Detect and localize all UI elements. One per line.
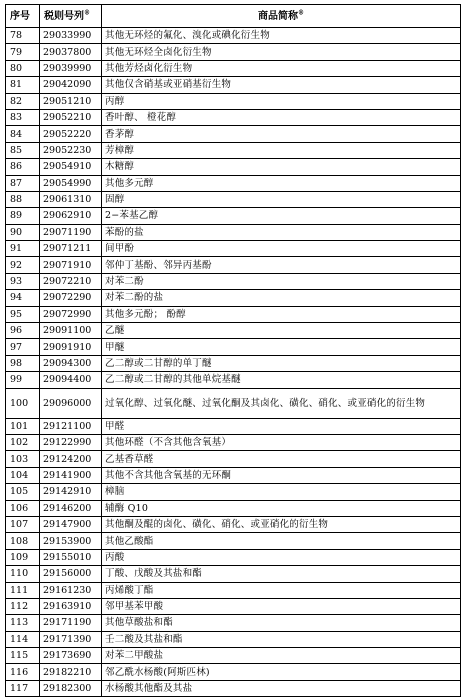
tariff-code-cell: 29054990 [40,175,102,191]
product-name-cell: 乙醚 [102,323,461,339]
tariff-code-cell: 29161230 [40,582,102,598]
tariff-code-cell: 29039990 [40,60,102,76]
product-name-cell: 过氧化醇、过氧化醚、过氧化酮及其卤化、磺化、硝化、或亚硝化的衍生物 [102,388,461,418]
header-product-name [102,5,461,28]
tariff-code-cell: 29051210 [40,93,102,109]
serial-no-cell: 84 [6,126,40,142]
product-name-cell: 壬二酸及其盐和酯 [102,631,461,647]
product-name-cell: 水杨酸其他酯及其盐 [102,680,461,696]
table-row [6,516,461,532]
header-product-name-text: 商品简称 [258,10,298,22]
product-name-cell: 其他芳烃卤化衍生物 [102,60,461,76]
table-row [6,142,461,158]
serial-no-cell: 93 [6,273,40,289]
product-name-cell: 间甲酚 [102,241,461,257]
serial-no-cell: 87 [6,175,40,191]
table-row [6,323,461,339]
tariff-code-cell: 29071910 [40,257,102,273]
product-name-cell: 其他无环烃全卤化衍生物 [102,44,461,60]
product-name-cell: 对苯二酚 [102,273,461,289]
tariff-code-cell: 29072210 [40,273,102,289]
tariff-code-cell: 29061310 [40,191,102,207]
serial-no-cell: 117 [6,680,40,696]
product-name-cell: 丙酸 [102,549,461,565]
product-name-cell: 甲醛 [102,418,461,434]
tariff-code-cell: 29072290 [40,290,102,306]
tariff-code-cell: 29071190 [40,224,102,240]
table-row [6,273,461,289]
table-row [6,500,461,516]
table-row [6,28,461,44]
tariff-code-cell: 29094400 [40,372,102,388]
product-name-cell: 樟脑 [102,484,461,500]
tariff-code-cell: 29171190 [40,615,102,631]
tariff-code-cell: 29037800 [40,44,102,60]
serial-no-cell: 98 [6,355,40,371]
product-name-cell: 2−苯基乙醇 [102,208,461,224]
serial-no-cell: 94 [6,290,40,306]
table-row [6,44,461,60]
serial-no-cell: 83 [6,109,40,125]
table-row [6,533,461,549]
table-row [6,680,461,696]
serial-no-cell: 82 [6,93,40,109]
tariff-table-container [5,4,460,697]
product-name-cell: 邻仲丁基酚、邻异丙基酚 [102,257,461,273]
tariff-code-cell: 29052220 [40,126,102,142]
tariff-code-cell: 29182300 [40,680,102,696]
product-name-cell: 对苯二甲酸盐 [102,648,461,664]
table-row [6,109,461,125]
product-name-cell: 其他多元酚； 酚醇 [102,306,461,322]
table-body [6,28,461,697]
table-row [6,93,461,109]
product-name-cell: 对苯二酚的盐 [102,290,461,306]
product-name-cell: 香叶醇、 橙花醇 [102,109,461,125]
serial-no-cell: 92 [6,257,40,273]
table-row [6,159,461,175]
table-row [6,566,461,582]
header-tariff-code [40,5,102,28]
table-row [6,208,461,224]
tariff-table [5,4,461,697]
tariff-code-cell: 29173690 [40,648,102,664]
table-row [6,126,461,142]
product-name-cell: 邻甲基苯甲酸 [102,598,461,614]
product-name-cell: 辅酶 Q10 [102,500,461,516]
serial-no-cell: 89 [6,208,40,224]
product-name-cell: 乙基香草醛 [102,451,461,467]
table-header [6,5,461,28]
serial-no-cell: 95 [6,306,40,322]
table-row [6,339,461,355]
table-row [6,615,461,631]
footnote-mark: ® [298,9,304,17]
header-serial-no [6,5,40,28]
table-row [6,306,461,322]
serial-no-cell: 116 [6,664,40,680]
serial-no-cell: 111 [6,582,40,598]
serial-no-cell: 78 [6,28,40,44]
product-name-cell: 其他环醛（不含其他含氧基） [102,434,461,450]
product-name-cell: 邻乙酰水杨酸(阿斯匹林) [102,664,461,680]
serial-no-cell: 91 [6,241,40,257]
table-row [6,241,461,257]
product-name-cell: 丙烯酸丁酯 [102,582,461,598]
table-row [6,418,461,434]
table-row [6,77,461,93]
serial-no-cell: 86 [6,159,40,175]
product-name-cell: 其他无环烃的氟化、溴化或碘化衍生物 [102,28,461,44]
table-row [6,388,461,418]
serial-no-cell: 115 [6,648,40,664]
serial-no-cell: 88 [6,191,40,207]
product-name-cell: 苯酚的盐 [102,224,461,240]
serial-no-cell: 104 [6,467,40,483]
serial-no-cell: 110 [6,566,40,582]
product-name-cell: 其他仅含硝基或亚硝基衍生物 [102,77,461,93]
tariff-code-cell: 29042090 [40,77,102,93]
table-row [6,451,461,467]
product-name-cell: 木糖醇 [102,159,461,175]
table-row [6,648,461,664]
tariff-code-cell: 29121100 [40,418,102,434]
product-name-cell: 甲醚 [102,339,461,355]
header-tariff-code-text: 税则号列 [44,10,84,22]
table-row [6,484,461,500]
serial-no-cell: 90 [6,224,40,240]
tariff-code-cell: 29141900 [40,467,102,483]
serial-no-cell: 96 [6,323,40,339]
serial-no-cell: 79 [6,44,40,60]
serial-no-cell: 102 [6,434,40,450]
tariff-code-cell: 29072990 [40,306,102,322]
tariff-code-cell: 29153900 [40,533,102,549]
table-row [6,224,461,240]
footnote-mark: ® [84,9,90,17]
tariff-code-cell: 29091910 [40,339,102,355]
serial-no-cell: 101 [6,418,40,434]
serial-no-cell: 113 [6,615,40,631]
serial-no-cell: 81 [6,77,40,93]
tariff-code-cell: 29054910 [40,159,102,175]
tariff-code-cell: 29171390 [40,631,102,647]
tariff-code-cell: 29124200 [40,451,102,467]
table-row [6,549,461,565]
table-row [6,582,461,598]
product-name-cell: 乙二醇或二甘醇的其他单烷基醚 [102,372,461,388]
serial-no-cell: 114 [6,631,40,647]
serial-no-cell: 100 [6,388,40,418]
product-name-cell: 其他草酸盐和酯 [102,615,461,631]
header-row [6,5,461,28]
table-row [6,598,461,614]
serial-no-cell: 99 [6,372,40,388]
tariff-code-cell: 29062910 [40,208,102,224]
table-row [6,434,461,450]
product-name-cell: 其他乙酸酯 [102,533,461,549]
tariff-code-cell: 29096000 [40,388,102,418]
serial-no-cell: 80 [6,60,40,76]
table-row [6,664,461,680]
tariff-code-cell: 29091100 [40,323,102,339]
table-row [6,191,461,207]
serial-no-cell: 108 [6,533,40,549]
table-row [6,257,461,273]
table-row [6,355,461,371]
tariff-code-cell: 29146200 [40,500,102,516]
product-name-cell: 丁酸、戊酸及其盐和酯 [102,566,461,582]
serial-no-cell: 107 [6,516,40,532]
tariff-code-cell: 29033990 [40,28,102,44]
serial-no-cell: 106 [6,500,40,516]
product-name-cell: 丙醇 [102,93,461,109]
table-row [6,467,461,483]
table-row [6,175,461,191]
table-row [6,372,461,388]
product-name-cell: 香茅醇 [102,126,461,142]
product-name-cell: 芳樟醇 [102,142,461,158]
serial-no-cell: 97 [6,339,40,355]
tariff-code-cell: 29147900 [40,516,102,532]
serial-no-cell: 85 [6,142,40,158]
tariff-code-cell: 29182210 [40,664,102,680]
product-name-cell: 乙二醇或二甘醇的单丁醚 [102,355,461,371]
serial-no-cell: 103 [6,451,40,467]
serial-no-cell: 105 [6,484,40,500]
product-name-cell: 其他酮及醌的卤化、磺化、硝化、或亚硝化的衍生物 [102,516,461,532]
tariff-code-cell: 29052210 [40,109,102,125]
header-serial-no-text: 序号 [10,10,30,22]
tariff-code-cell: 29163910 [40,598,102,614]
product-name-cell: 其他多元醇 [102,175,461,191]
product-name-cell: 固醇 [102,191,461,207]
tariff-code-cell: 29156000 [40,566,102,582]
tariff-code-cell: 29071211 [40,241,102,257]
tariff-code-cell: 29155010 [40,549,102,565]
tariff-code-cell: 29142910 [40,484,102,500]
serial-no-cell: 109 [6,549,40,565]
table-row [6,60,461,76]
product-name-cell: 其他不含其他含氧基的无环酮 [102,467,461,483]
table-row [6,290,461,306]
tariff-code-cell: 29122990 [40,434,102,450]
table-row [6,631,461,647]
tariff-code-cell: 29052230 [40,142,102,158]
tariff-code-cell: 29094300 [40,355,102,371]
serial-no-cell: 112 [6,598,40,614]
